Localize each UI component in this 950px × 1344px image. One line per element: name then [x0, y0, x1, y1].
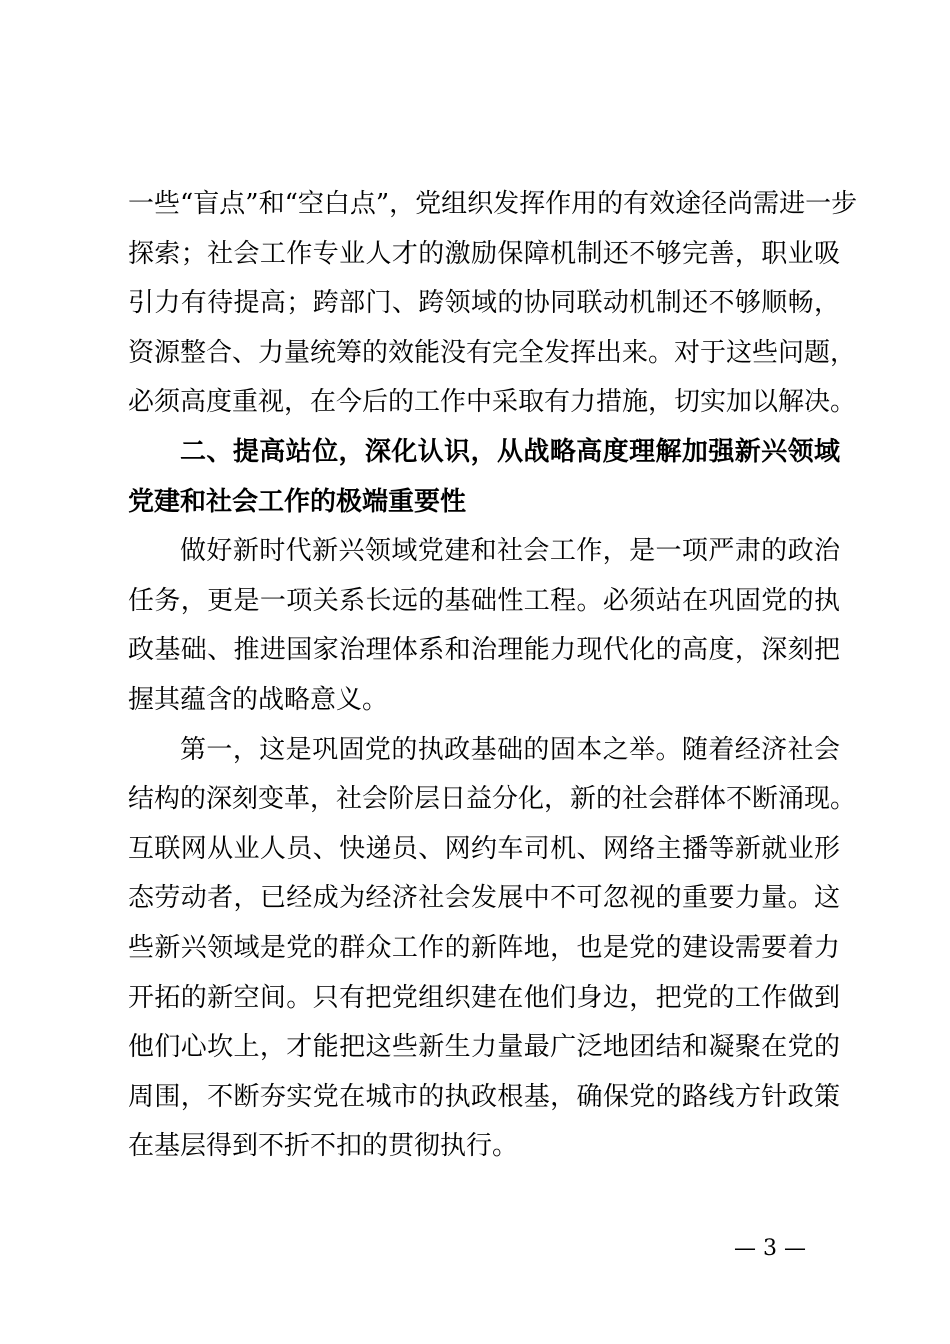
paragraph-line: 握其蕴含的战略意义。: [128, 684, 389, 715]
paragraph-line: 任务，更是一项关系长远的基础性工程。必须站在巩固党的执: [128, 585, 840, 616]
paragraph-line: 探索；社会工作专业人才的激励保障机制还不够完善，职业吸: [128, 238, 840, 269]
body-text: [128, 180, 858, 1172]
section-heading-line: 二、提高站位，深化认识，从战略高度理解加强新兴领域: [180, 436, 840, 467]
page-number: — 3 —: [734, 1236, 806, 1261]
paragraph-line: 结构的深刻变革，社会阶层日益分化，新的社会群体不断涌现。: [128, 784, 857, 815]
paragraph-line: 引力有待提高；跨部门、跨领域的协同联动机制还不够顺畅，: [128, 288, 840, 319]
section-heading-line: 党建和社会工作的极端重要性: [128, 486, 467, 517]
paragraph-line: 政基础、推进国家治理体系和治理能力现代化的高度，深刻把: [128, 635, 840, 666]
paragraph-line: 态劳动者，已经成为经济社会发展中不可忽视的重要力量。这: [128, 883, 840, 914]
paragraph-line: 他们心坎上，才能把这些新生力量最广泛地团结和凝聚在党的: [128, 1032, 840, 1063]
paragraph-line: 开拓的新空间。只有把党组织建在他们身边，把党的工作做到: [128, 982, 840, 1013]
paragraph-line: 必须高度重视，在今后的工作中采取有力措施，切实加以解决。: [128, 387, 857, 418]
paragraph-line: 做好新时代新兴领域党建和社会工作，是一项严肃的政治: [180, 536, 840, 567]
paragraph-line: 第一，这是巩固党的执政基础的固本之举。随着经济社会: [180, 734, 840, 765]
paragraph-line: 互联网从业人员、快递员、网约车司机、网络主播等新就业形: [128, 833, 840, 864]
paragraph-line: 些新兴领域是党的群众工作的新阵地，也是党的建设需要着力: [128, 932, 840, 963]
paragraph-line: 在基层得到不折不扣的贯彻执行。: [128, 1131, 519, 1162]
paragraph-line: 一些“盲点”和“空白点”，党组织发挥作用的有效途径尚需进一步: [128, 189, 858, 219]
paragraph-line: 周围，不断夯实党在城市的执政根基，确保党的路线方针政策: [128, 1081, 840, 1112]
paragraph-line: 资源整合、力量统筹的效能没有完全发挥出来。对于这些问题，: [128, 337, 857, 368]
